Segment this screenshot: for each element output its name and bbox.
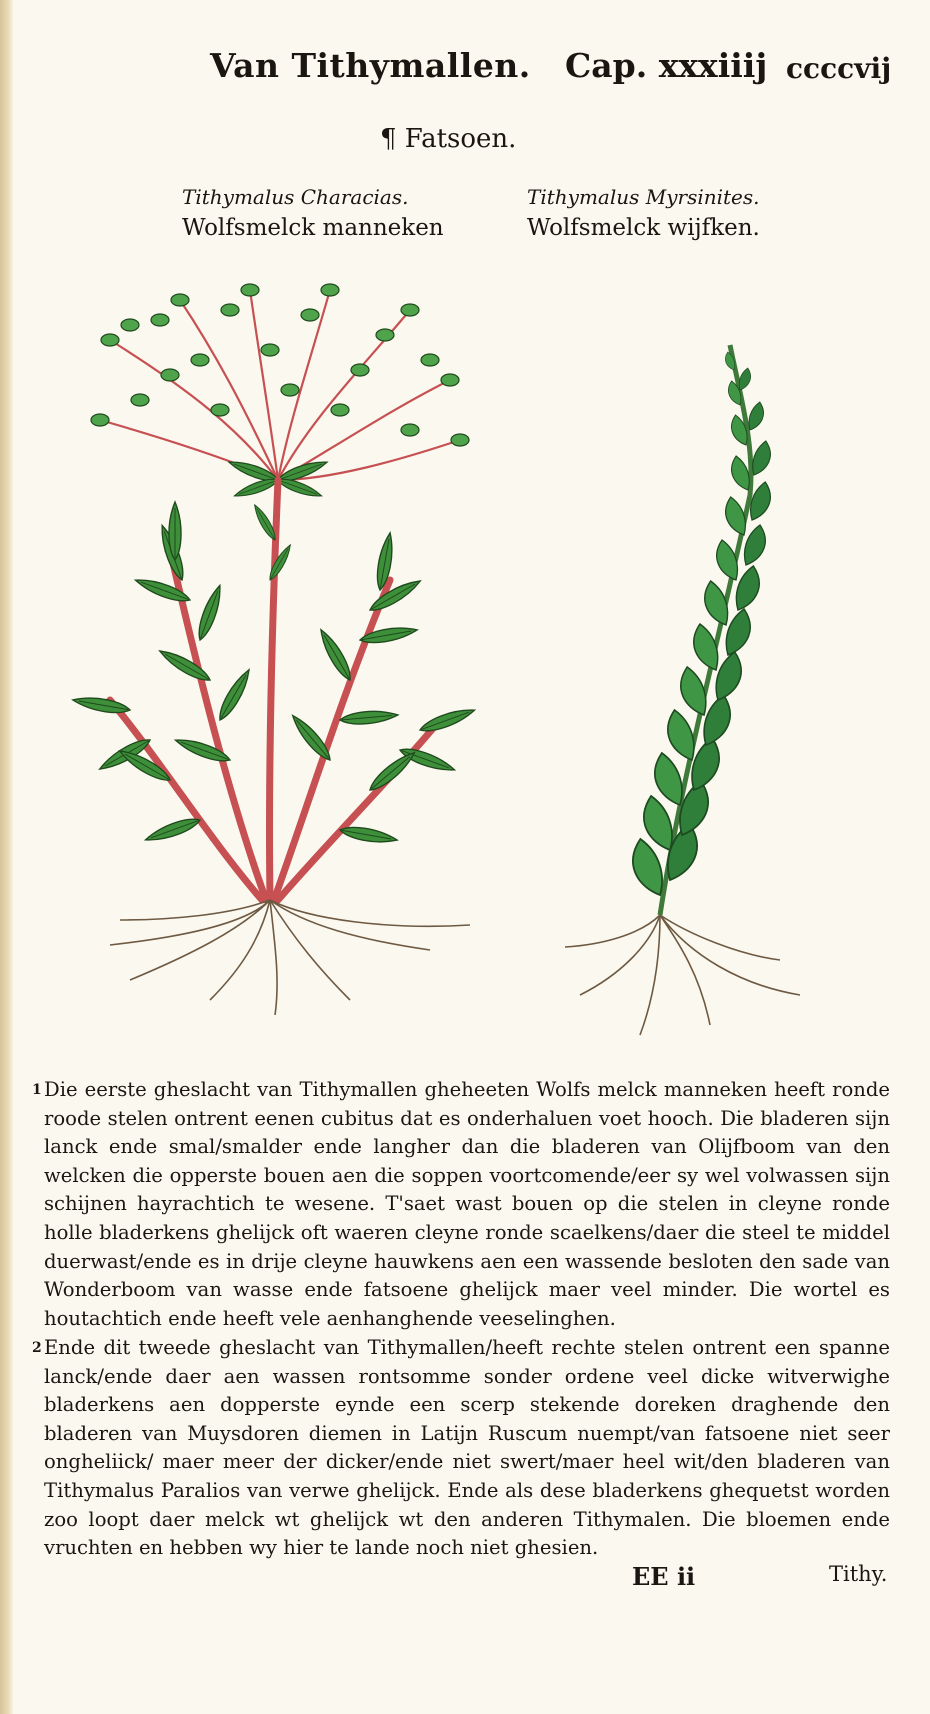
latin-name-left: Tithymalus Characias. [182, 185, 409, 209]
folio-number: ccccvij [786, 52, 892, 85]
tithymalus-myrsinites-illustration [560, 335, 830, 1055]
running-title: Van Tithymallen. [210, 46, 531, 85]
page-binding-edge [0, 0, 14, 1714]
chapter-number: Cap. xxxiiij [565, 46, 768, 85]
signature-mark: EE ii [632, 1562, 696, 1591]
paragraph-number: 1 [32, 1082, 42, 1098]
catchword: Tithy. [829, 1562, 888, 1586]
section-heading: ¶ Fatsoen. [380, 124, 517, 154]
figure-caption-left [182, 185, 444, 241]
vernacular-name-right: Wolfsmelck wijfken. [527, 215, 760, 241]
description-paragraph-1 [32, 1076, 890, 1333]
latin-name-right: Tithymalus Myrsinites. [527, 185, 760, 209]
figure-caption-right [527, 185, 760, 241]
paragraph-number: 2 [32, 1340, 42, 1356]
tithymalus-characias-illustration [70, 280, 510, 1040]
paragraph-text: Die eerste gheslacht van Tithymallen gheheeten Wolfs melck manneken heeft ronde roode stelen ontrent eenen cubitus dat es onderhaluen voet hooch. Die bladeren sijn lanck ende smal/smalder ende langher dan die bladeren van Olijfboom van den welcken die opperste bouen aen die soppen voortcomende/eer sy wel volwassen sijn schijnen hayrachtich te wesene. T'saet wast bouen op die stelen in cleyne ronde holle bladerkens ghelijck oft waeren cleyne ronde scaelkens/daer die steel te middel duerwast/ende es in drije cleyne hauwkens aen een wassende besloten den sade van Wonderboom van wasse ende fatsoene ghelijck maer veel minder. Die wortel es houtachtich ende heeft vele aenhanghende veeselinghen. [44, 1078, 890, 1330]
page-header [0, 46, 930, 96]
vernacular-name-left: Wolfsmelck manneken [182, 215, 444, 241]
paragraph-text: Ende dit tweede gheslacht van Tithymallen/heeft rechte stelen ontrent een spanne lanck/ende daer aen wassen rontsomme sonder ordene veel dicke witverwighe bladerkens aen dopperste eynde een scerp stekende doreken draghende den bladeren van Muysdoren diemen in Latijn Ruscum nuempt/van fatsoene niet seer ongheliick/ maer meer der dicker/ende niet swert/maer heel wit/den bladeren van Tithymalus Paralios van verwe ghelijck. Ende als dese bladerkens ghequetst worden zoo loopt daer melck wt ghelijck wt den anderen Tithymalen. Die bloemen ende vruchten en hebben wy hier te lande noch niet ghesien. [44, 1336, 890, 1560]
description-paragraph-2 [32, 1334, 890, 1563]
